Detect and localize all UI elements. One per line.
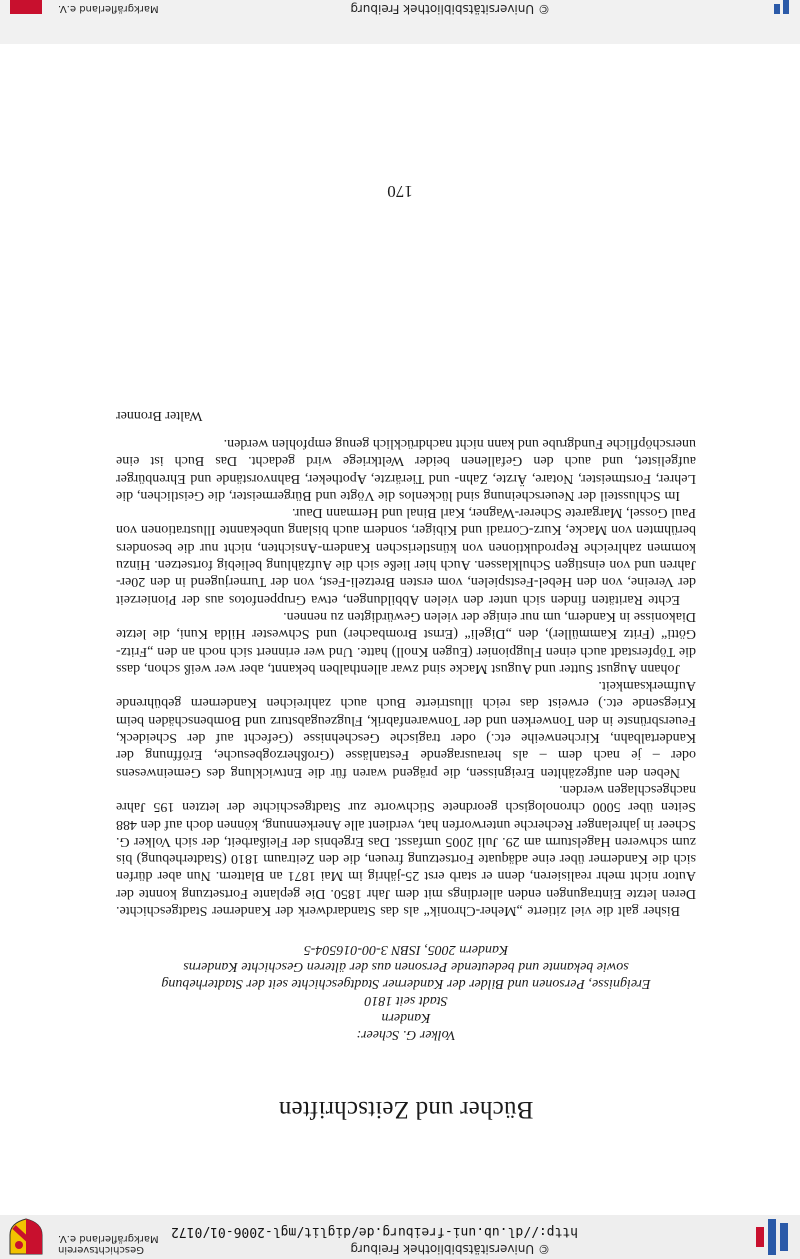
book-reference [116, 941, 696, 1043]
reviewer-signature: Walter Bronner [116, 407, 203, 423]
book-title-line1: Kandern [381, 1010, 431, 1025]
book-author: Volker G. Scheer: [356, 1027, 456, 1042]
paragraph: Echte Raritäten finden sich unter den vielen Abbildungen, etwa Gruppenfotos aus der Pionierzeit der Vereine, von den Hebel-Festspielen, vom ersten Bretzeli-Fest, von der Turnerjugend in den 20er-Jahren und von einstigen Schulklassen. Auch hier ließe sich die Aufzählung beliebig fortsetzen. Hinzu kommen zahlreiche Reproduktionen von künstlerischen Kandern-Ansichten, nicht nur die besonders berühmten von Macke, Kurz-Corradi und Kibiger, sondern auch bislang unbekannte Illustrationen von Paul Gossel, Margarete Scherer-Wagner, Karl Binal und Hermann Daur. [116, 505, 696, 607]
paragraph: Neben den aufgezählten Ereignissen, die prägend waren für die Entwicklung des Gemeinwesens oder – je nach dem – als herausragende Festanlässe (Großherzogbesuche, Eröffnung der Kandertalbahn, Kirchenweihe etc.) oder tragische Geschehnisse (Gefecht auf der Scheideck, Feuersbrünste in den Tonwerken und der Tonwarenfabrik, Flugzeugabsturz und Bombenschäden beim Kriegsende etc.) erweist das reich illustrierte Buch auch zahlreichen Kandernern gebührende Aufmerksamkeit. [116, 678, 696, 780]
copyright-notice-cropped: © Universitätsbibliothek Freiburg [350, 2, 550, 16]
article [116, 407, 696, 1163]
review-text [116, 435, 696, 919]
source-url[interactable]: http://dl.ub.uni-freiburg.de/diglit/mgl-2006-01/0172 [171, 1224, 578, 1239]
paragraph: Bisher galt die viel zitierte „Meher-Chronik“ als das Standardwerk der Kanderner Stadtgeschichte. Deren letzte Eintragungen enden allerdings mit dem Jahr 1850. Die geplante Fortsetzung konnte der Autor nicht mehr realisieren, denn er starb erst 25-jährig im Mai 1871 an Blattern. Nun aber dürfen sich die Kanderner über eine adäquate Fortsetzung freuen, die den Zeitraum 1810 (Stadterhebung) bis zum schweren Hagelsturm am 29. Juli 2005 umfasst. Das Ergebnis der Fleißarbeit, der sich Volker G. Scheer in jahrelanger Recherche unterworfen hat, verdient alle Anerkennung, können doch auf den 488 Seiten über 5000 chronologisch geordnete Stichworte zur Stadtgeschichte der letzten 195 Jahre nachgeschlagen werden. [116, 781, 696, 918]
society-name-cropped: Markgräflerland e.V. [58, 3, 159, 14]
society-name [58, 1233, 159, 1255]
society-name-line2: Markgräflerland e.V. [58, 1233, 159, 1244]
paragraph: Im Schlussteil der Neuerscheinung sind lückenlos die Vögte und Bürgermeister, die Geistlichen, die Lehrer, Forstmeister, Notare, Ärzte, Zahn- und Tierärzte, Apotheker, Bahnvorstände und Ehrenbürger aufgelistet, und auch den Gefallenen beider Weltkriege wird gedacht. Das Buch ist eine unerschöpfliche Fundgrube und kann nicht nachdrücklich genug empfohlen werden. [116, 435, 696, 503]
cropped-footer-bar [0, 0, 800, 44]
society-name-line1: Geschichtsverein [58, 1244, 144, 1255]
book-title-line2: Stadt seit 1810 [364, 993, 448, 1008]
footer-bar [0, 1215, 800, 1259]
book-subtitle-line2: sowie bekannte und bedeutende Personen aus der älteren Geschichte Kanderns [183, 959, 629, 974]
section-title: Bücher und Zeitschriften [278, 1096, 534, 1123]
university-logo-icon [752, 1217, 792, 1257]
coat-of-arms-cropped-icon [6, 0, 46, 14]
book-publication: Kandern 2005, ISBN 3-00-016504-5 [303, 942, 509, 957]
paragraph: Johann August Sutter und August Macke sind zwar allenthalben bekannt, aber wer weiß schon, dass die Töpferstadt auch einen Flugpionier (Eugen Knoll) hatte. Und wer erinnert sich noch an den „Fritz-Götti“ (Fritz Kammüller), den „Digeli“ (Ernst Brombacher) und Schwester Hilda Kuni, die letzte Diakonisse in Kandern, um nur einige der vielen Gewürdigten zu nennen. [116, 608, 696, 676]
page-number: 170 [387, 182, 413, 201]
coat-of-arms-icon [6, 1217, 46, 1257]
book-subtitle-line1: Ereignisse, Personen und Bilder der Kanderner Stadtgeschichte seit der Stadterhebung [161, 976, 651, 991]
copyright-notice: © Universitätsbibliothek Freiburg [350, 1242, 550, 1256]
university-logo-cropped-icon [762, 0, 792, 14]
